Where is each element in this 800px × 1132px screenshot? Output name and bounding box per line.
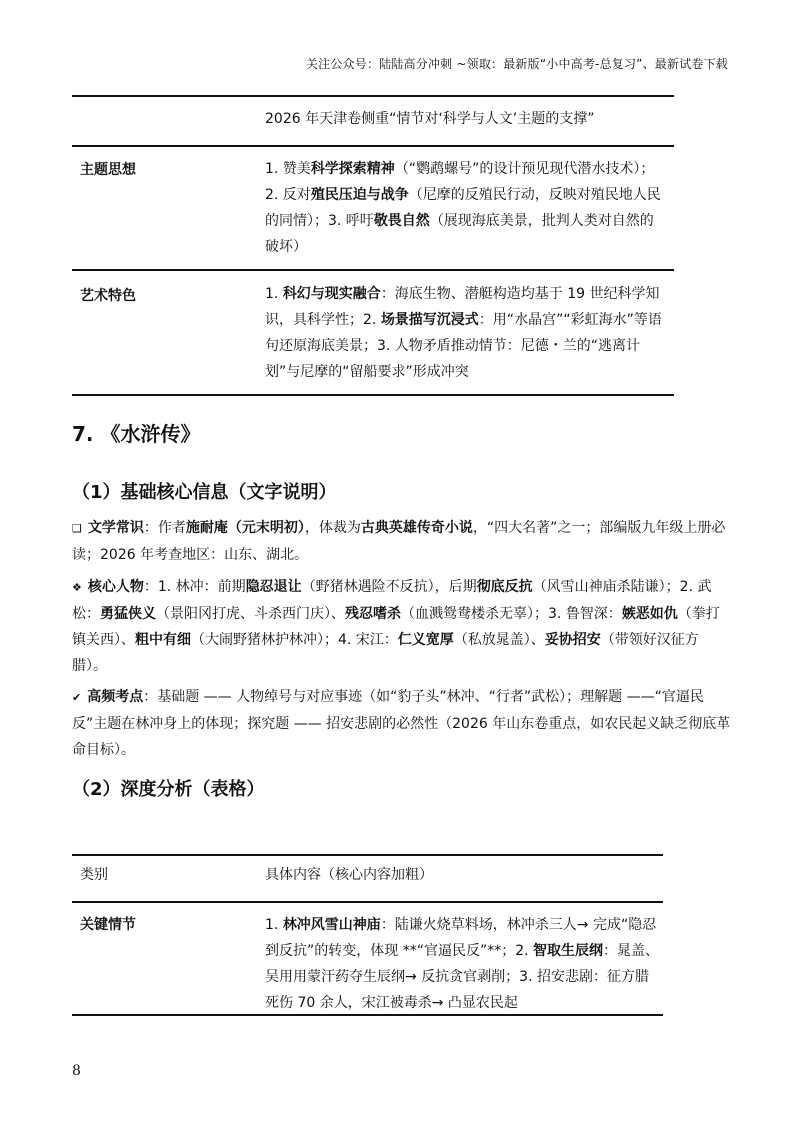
emphasis-text: 残忍嗜杀: [345, 606, 401, 622]
text-run: ：基础题 —— 人物绰号与对应事迹（如“豹子头”林冲、“行者”武松）；理解题 ——“官逼民反”主题在林冲身上的体现；探究题 —— 招安悲剧的必然性（2026 年山东卷重点，如农民起义缺乏彻底革命目标）。: [72, 689, 731, 758]
table1-row-content-theme: [265, 156, 665, 260]
text-run: ：海底生物、潜艇构造均基于 19 世纪科学知识，具科学性；2.: [265, 286, 660, 328]
text-run: ，体裁为: [304, 520, 361, 536]
paragraph-key-exam-points: [72, 684, 732, 763]
paragraph-text: [72, 520, 725, 563]
paragraph-text: [72, 579, 720, 674]
table1-top-row-text: 2026 年天津卷侧重“情节对‘科学与人文’主题的支撑”: [265, 111, 595, 127]
table1-row-label-art: 艺术特色: [80, 288, 136, 304]
text-run: 1.: [265, 286, 283, 302]
text-run: ：晁盖、吴用用蒙汗药夺生辰纲→ 反抗贪官剥削；3. 招安悲剧：征方腊死伤 70 余人，宋江被毒杀→ 凸显农民起: [265, 943, 660, 1011]
text-run: 1.: [265, 917, 283, 933]
text-run: ：用“水晶宫”“彩虹海水”等语句还原海底美景；3. 人物矛盾推动情节：尼德・兰的“逃离计划”与尼摩的“留船要求”形成冲突: [265, 312, 662, 380]
text-run: （景阳冈打虎、斗杀西门庆）、: [156, 606, 345, 622]
emphasis-text: 高频考点: [87, 689, 144, 705]
emphasis-text: 科学探索精神: [310, 161, 395, 177]
text-run: ：陆谦火烧草料场，林冲杀三人→ 完成“隐忍到反抗”的转变，体现 **“官逼民反”**；2.: [265, 917, 657, 959]
emphasis-text: 殖民压迫与战争: [310, 187, 409, 203]
emphasis-text: 古典英雄传奇小说: [360, 520, 473, 536]
emphasis-text: 嫉恶如仇: [621, 606, 678, 622]
text-run: ：1. 林冲：前期: [143, 579, 246, 595]
emphasis-text: 文学常识: [87, 520, 144, 536]
emphasis-text: 粗中有细: [135, 632, 191, 648]
table1-divider: [72, 269, 674, 271]
emphasis-text: 施耐庵（元末明初）: [185, 520, 305, 536]
text-run: （私放晁盖）、: [453, 632, 545, 648]
text-run: ：作者: [143, 520, 186, 536]
emphasis-text: 仁义宽厚: [397, 632, 454, 648]
table2-top-rule: [72, 854, 663, 856]
text-run: 1. 赞美: [265, 161, 311, 177]
emphasis-text: 智取生辰纲: [533, 943, 604, 959]
text-run: ，“四大名著”之一；部编版九年级上册必读；2026 年考查地区：山东、湖北。: [72, 520, 726, 563]
table1-divider: [72, 145, 674, 147]
table1-bottom-rule: [72, 394, 674, 396]
text-run: （展现海底美景，批判人类对自然的破坏）: [265, 213, 654, 255]
table1-row-label-theme: 主题思想: [80, 162, 136, 178]
square-bullet-icon: ❑: [72, 522, 82, 535]
paragraph-text: [72, 689, 730, 758]
section2-title: （2）深度分析（表格）: [72, 779, 265, 800]
text-run: （尼摩的反殖民行动，反映对殖民地人民的同情）；3. 呼吁: [265, 187, 661, 229]
text-run: （野猪林遇险不反抗），后期: [301, 579, 477, 595]
emphasis-text: 核心人物: [87, 579, 144, 595]
emphasis-text: 科幻与现实融合: [282, 286, 381, 302]
emphasis-text: 彻底反抗: [476, 579, 533, 595]
emphasis-text: 敬畏自然: [373, 213, 430, 229]
text-run: （血溅鸳鸯楼杀无辜）；3. 鲁智深：: [401, 606, 622, 622]
text-run: （“鹦鹉螺号”的设计预见现代潜水技术）；2. 反对: [265, 161, 655, 203]
paragraph-core-characters: [72, 574, 732, 679]
text-run: （风雪山神庙杀陆谦）；2. 武松：: [72, 579, 712, 622]
paragraph-literary-facts: [72, 515, 732, 568]
table1-row-content-art: [265, 281, 665, 385]
emphasis-text: 场景描写沉浸式: [380, 312, 479, 328]
table2-row-content-key-plot: [265, 912, 660, 1016]
page-number: 8: [72, 1063, 81, 1079]
chapter-title: 7. 《水浒传》: [72, 422, 201, 446]
emphasis-text: 隐忍退让: [245, 579, 302, 595]
table2-row-label-key-plot: 关键情节: [80, 917, 136, 933]
table2-header-rule: [72, 901, 663, 903]
text-run: （带领好汉征方腊）。: [72, 632, 699, 674]
emphasis-text: 妥协招安: [544, 632, 601, 648]
header-note: 关注公众号：陆陆高分冲刺 ~领取：最新版“小中高考-总复习”、最新试卷下载: [305, 57, 728, 71]
text-run: （拳打镇关西）、: [72, 606, 720, 648]
text-run: （大闹野猪林护林冲）；4. 宋江：: [191, 632, 398, 648]
emphasis-text: 林冲风雪山神庙: [282, 917, 381, 933]
emphasis-text: 勇猛侠义: [100, 606, 156, 622]
table2-header-category: 类别: [80, 867, 108, 883]
section1-title: （1）基础核心信息（文字说明）: [72, 482, 337, 503]
diamond-bullet-icon: ❖: [72, 581, 82, 594]
check-bullet-icon: ✔: [72, 691, 82, 704]
table1-top-rule: [72, 95, 674, 97]
table2-bottom-rule: [72, 1014, 663, 1016]
table2-header-content: 具体内容（核心内容加粗）: [265, 867, 433, 883]
